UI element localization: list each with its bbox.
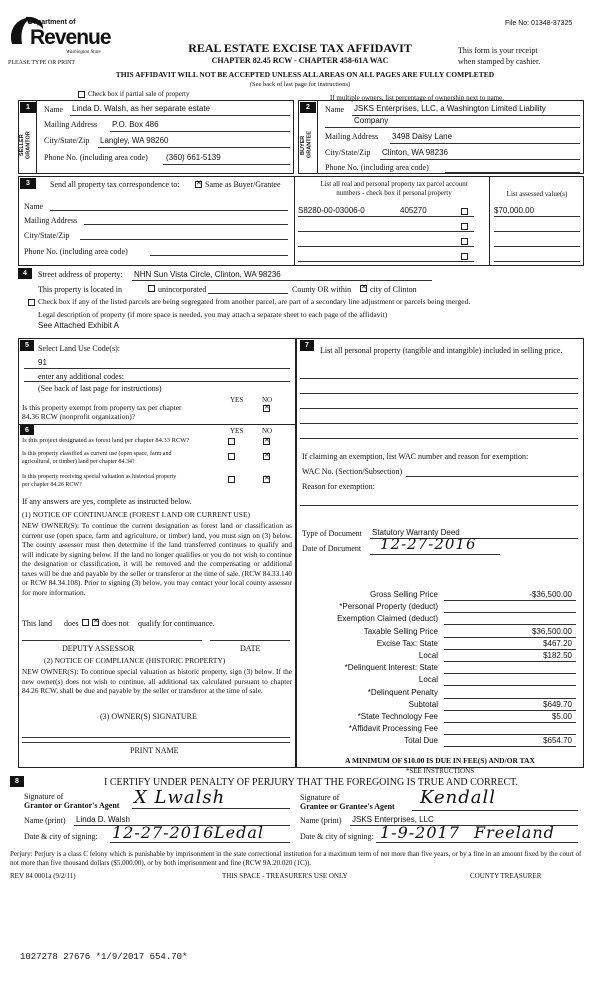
this-land: This land: [22, 619, 52, 628]
street-value[interactable]: NHN Sun Vista Circle, Clinton, WA 98236: [134, 270, 281, 279]
historic-yes-checkbox[interactable]: [228, 476, 235, 483]
doc-type-label: Type of Document: [302, 529, 362, 538]
grantor-signature[interactable]: X Lwalsh: [134, 787, 226, 808]
section-4-badge: 4: [18, 268, 32, 279]
see-back: (See back of last page for instructions): [249, 81, 351, 88]
s2-phone-label: Phone No. (including area code): [325, 163, 429, 172]
exempt-no-checkbox[interactable]: [263, 405, 270, 412]
q-current-use: Is this property classified as current use (open space, farm and: [22, 451, 172, 457]
current-use-yes-checkbox[interactable]: [228, 453, 235, 460]
grantor-sig-label-2: Grantor or Grantor's Agent: [24, 801, 120, 810]
receipt-note-1: This form is your receipt: [458, 46, 538, 55]
does-checkbox[interactable]: [82, 619, 89, 626]
see-instructions: *SEE INSTRUCTIONS: [405, 767, 475, 775]
qualify-label: qualify for continuance.: [138, 619, 215, 628]
buyer-grantee-label: BUYER GRANTEE: [300, 131, 313, 159]
minimum-due: A MINIMUM OF $10.00 IS DUE IN FEE(S) AND/OR TAX: [345, 756, 535, 765]
treasurer-space: THIS SPACE - TREASURER'S USE ONLY: [222, 872, 348, 880]
rev-number: REV 84 0001a (9/2/11): [10, 872, 76, 880]
s1-mail-label: Mailing Address: [44, 120, 98, 129]
q-forest: Is this project designated as forest land per chapter 84.33 RCW?: [22, 437, 190, 444]
calc-value[interactable]: $654.70: [543, 736, 572, 746]
personal-property-checkbox-4[interactable]: [461, 253, 468, 260]
calc-value[interactable]: $182.50: [543, 651, 572, 660]
s2-mail-label: Mailing Address: [325, 132, 379, 141]
partial-sale-label: Check box if partial sale of property: [88, 90, 190, 98]
doc-date-label: Date of Document: [302, 544, 362, 553]
calc-label: Local: [418, 675, 438, 685]
calc-label: Excise Tax: State: [376, 638, 438, 648]
s2-name-label: Name: [325, 105, 345, 114]
certify: I CERTIFY UNDER PENALTY OF PERJURY THAT THE FOREGOING IS TRUE AND CORRECT.: [104, 777, 518, 788]
section-7-badge: 7: [300, 340, 314, 351]
s1-mail-value[interactable]: P.O. Box 486: [112, 120, 159, 129]
personal-property-checkbox-1[interactable]: [461, 208, 468, 215]
exempt-question-2: 84.36 RCW (nonprofit organization)?: [22, 412, 136, 421]
forest-no-checkbox[interactable]: [263, 438, 270, 445]
s1-name-label: Name: [44, 105, 64, 114]
perjury-notice: Perjury: Perjury is a class C felony which is punishable by imprisonment in the state correctional institution for a maximum term of not more than five years, or by a fine in an amount fixed by the court of not more than five thousand dollars ($5,000.00), or by both imprisonment and fine (RCW 9A.20.020 (1C)).: [10, 850, 582, 867]
s2-city-label: City/State/Zip: [325, 148, 371, 157]
logo-revenue: Revenue: [30, 26, 111, 49]
grantor-date[interactable]: 12-27-2016: [112, 823, 215, 842]
calc-label: *Delinquent Interest: State: [344, 663, 438, 673]
doc-date-value[interactable]: 12-27-2016: [380, 535, 477, 553]
s5-no: NO: [262, 396, 273, 404]
grantor-date-label: Date & city of signing:: [24, 832, 98, 841]
s1-city-label: City/State/Zip: [44, 136, 90, 145]
deputy-date: DATE: [240, 644, 261, 653]
segregated-label: Check box if any of the listed parcels are being segregated from another parcel, are part of a secondary line adjustment or parcels being merged.: [38, 297, 471, 306]
calc-value[interactable]: $36,500.00: [531, 626, 572, 636]
county-within: County OR within: [292, 285, 352, 294]
grantee-date-label: Date & city of signing:: [300, 832, 374, 841]
s2-name-value-2[interactable]: Company: [354, 116, 389, 125]
q-historic: Is this property receiving special valuation as historical property: [22, 474, 177, 480]
city-of-label: city of Clinton: [370, 285, 417, 294]
section-1-badge: 1: [20, 102, 36, 113]
s2-name-value[interactable]: JSKS Enterprises, LLC, a Washington Limited Liability: [354, 104, 546, 113]
form-title: REAL ESTATE EXCISE TAX AFFIDAVIT: [188, 41, 412, 55]
unincorporated-checkbox[interactable]: [148, 285, 155, 292]
does-not-checkbox[interactable]: [92, 619, 99, 626]
same-as-buyer-checkbox[interactable]: [195, 181, 202, 188]
calc-value[interactable]: -$36,500.00: [529, 590, 572, 599]
calc-label: Local: [418, 651, 438, 660]
logo-department: Department of: [28, 19, 76, 26]
s3-mail-label: Mailing Address: [24, 216, 78, 225]
calc-label: Total Due: [404, 736, 438, 746]
s3-same-label: Same as Buyer/Grantee: [205, 180, 281, 189]
notice-compliance-title: (2) NOTICE OF COMPLIANCE (HISTORIC PROPERTY): [44, 656, 226, 665]
calc-value[interactable]: $649.70: [543, 699, 572, 709]
s3-phone-label: Phone No. (including area code): [24, 247, 128, 256]
any-yes-note: If any answers are yes, complete as instructed below.: [22, 497, 192, 506]
street-label: Street address of property:: [38, 270, 123, 279]
section-8-badge: 8: [10, 776, 24, 787]
grantee-sig-label-2: Grantee or Grantee's Agent: [300, 802, 395, 811]
partial-sale-checkbox[interactable]: [78, 91, 85, 98]
exemption-label: If claiming an exemption, list WAC number and reason for exemption:: [302, 452, 529, 461]
does-label: does: [64, 619, 79, 628]
calc-label: *Affidavit Processing Fee: [348, 724, 438, 734]
deputy-assessor: DEPUTY ASSESSOR: [62, 644, 135, 653]
revenue-logo: [6, 12, 126, 60]
luc-label: Select Land Use Code(s):: [38, 344, 120, 353]
file-number: File No: 01348-37325: [505, 20, 573, 27]
grantor-name[interactable]: Linda D. Walsh: [76, 815, 130, 824]
luc-value[interactable]: 91: [38, 358, 47, 367]
parcel-header-2: numbers - check box if personal property: [336, 189, 452, 197]
exempt-question: Is this property exempt from property tax per chapter: [22, 403, 182, 412]
s1-city-value[interactable]: Langley, WA 98260: [100, 136, 169, 145]
s1-name-value[interactable]: Linda D. Walsh, as her separate estate: [72, 104, 210, 113]
section-6-badge: 6: [20, 425, 34, 435]
grantee-signature[interactable]: Kendall: [420, 787, 496, 808]
s3-send-label: Send all property tax correspondence to:: [50, 180, 180, 189]
wac-label: WAC No. (Section/Subsection): [302, 467, 403, 476]
assessed-header: List assessed value(s): [506, 190, 568, 198]
logo-sub: Washington State: [66, 50, 101, 55]
s2-mail-value[interactable]: 3498 Daisy Lane: [392, 132, 453, 141]
s1-phone-label: Phone No. (including area code): [44, 153, 148, 162]
legal-value[interactable]: See Attached Exhibit A: [38, 321, 119, 330]
calc-label: Exemption Claimed (deduct): [337, 614, 438, 624]
please-type: PLEASE TYPE OR PRINT: [8, 60, 76, 66]
section-2-badge: 2: [300, 102, 316, 113]
calc-label: Gross Selling Price: [369, 590, 438, 599]
s3-name-label: Name: [24, 202, 44, 211]
print-name-label: PRINT NAME: [130, 746, 179, 755]
s5-see-back: (See back of last page for instructions): [38, 384, 162, 393]
grantee-sig-label: Signature of: [300, 793, 340, 802]
grantee-name-label: Name (print): [300, 816, 342, 825]
s5-yes: YES: [230, 396, 244, 404]
grantee-date[interactable]: 1-9-2017: [380, 823, 460, 842]
q-current-use-2: agricultural, or timber) land per chapter 84.34?: [22, 459, 135, 465]
personal-property-checkbox-3[interactable]: [461, 238, 468, 245]
s6-yes: YES: [230, 427, 244, 435]
form-chapter: CHAPTER 82.45 RCW - CHAPTER 458-61A WAC: [211, 56, 389, 65]
warning: THIS AFFIDAVIT WILL NOT BE ACCEPTED UNLESS ALL AREAS ON ALL PAGES ARE FULLY COMPLETED: [115, 70, 495, 79]
grantor-city[interactable]: Ledal: [214, 823, 264, 842]
calc-label: Subtotal: [408, 699, 438, 709]
additional-codes-label: enter any additional codes:: [38, 372, 124, 381]
grantee-name[interactable]: JSKS Enterprises, LLC: [352, 815, 434, 824]
parcel-header-1: List all real and personal property tax parcel account: [320, 180, 468, 188]
county-treasurer: COUNTY TREASURER: [470, 872, 542, 880]
current-use-no-checkbox[interactable]: [263, 453, 270, 460]
section-3-badge: 3: [20, 178, 36, 189]
notice-continuance-title: (1) NOTICE OF CONTINUANCE (FOREST LAND OR CURRENT USE): [22, 510, 251, 519]
grantor-name-label: Name (print): [24, 816, 66, 825]
assessed-value[interactable]: $70,000.00: [494, 206, 535, 215]
s3-city-label: City/State/Zip: [24, 231, 70, 240]
calc-value[interactable]: $467.20: [543, 638, 572, 648]
doc-type-value[interactable]: Statutory Warranty Deed: [372, 528, 460, 537]
seller-grantor-label: SELLER GRANTOR: [19, 131, 32, 159]
s1-phone-value[interactable]: (360) 661-5139: [166, 153, 221, 162]
receipt-note-2: when stamped by cashier.: [458, 57, 541, 66]
forest-yes-checkbox[interactable]: [228, 438, 235, 445]
unincorporated-label: unincorporated: [158, 285, 207, 294]
s2-city-value[interactable]: Clinton, WA 98236: [382, 148, 448, 157]
legal-label: Legal description of property (if more space is needed, you may attach a separate sheet to each page of the affidavit): [38, 310, 388, 319]
calc-label: *State Technology Fee: [357, 712, 438, 721]
notice-continuance-body: NEW OWNER(S): To continue the current designation as forest land or classification as current use (open space, farm and agriculture, or timber) land, you must sign on (3) below. The county assessor must then determine if the land transferred continues to qualify and will indicate by signing below. If the land no longer qualifies or you do not wish to continue the designation or classification, it will be removed and the compensating or additional taxes will be due and payable by the seller or transferor at the time of sale. (RCW 84.33.140 or RCW 84.34.108). Prior to signing (3) below, you may contact your local county assessor for more information.: [22, 521, 292, 597]
parcel-number[interactable]: S8280-00-03006-0: [298, 206, 365, 215]
personal-property-label: List all personal property (tangible and intangible) included in selling price.: [320, 346, 563, 355]
historic-no-checkbox[interactable]: [263, 476, 270, 483]
does-not-label: does not: [102, 619, 129, 628]
personal-property-checkbox-2[interactable]: [461, 223, 468, 230]
calc-label: Taxable Selling Price: [363, 626, 438, 636]
s6-no: NO: [262, 427, 273, 435]
multiple-owners: If multiple owners, list percentage of ownership next to name.: [330, 94, 504, 102]
reason-label: Reason for exemption:: [302, 482, 375, 491]
city-of-checkbox[interactable]: [360, 285, 367, 292]
calc-label: *Personal Property (deduct): [339, 602, 438, 612]
notice-compliance-body: NEW OWNER(S): To continue special valuation as historic property, sign (3) below. If the new owner(s) does not wish to continue, all additional tax calculated pursuant to chapter 84.26 RCW, shall be due and payable by the seller or transferor at the time of sale.: [22, 667, 292, 695]
cashier-stamp: 1027278 27676 *1/9/2017 654.70*: [20, 952, 188, 962]
section-5-badge: 5: [20, 340, 34, 351]
parcel-number-2[interactable]: 405270: [400, 206, 427, 215]
calc-value[interactable]: $5.00: [551, 712, 572, 721]
q-historic-2: per chapter 84.26 RCW?: [22, 482, 82, 488]
located-label: This property is located in: [38, 285, 122, 294]
grantee-city[interactable]: Freeland: [474, 823, 555, 842]
segregated-checkbox[interactable]: [28, 299, 35, 306]
grantor-sig-label: Signature of: [24, 792, 64, 801]
calc-label: *Delinquent Penalty: [367, 687, 438, 697]
owner-signature-label: (3) OWNER(S) SIGNATURE: [100, 712, 197, 721]
